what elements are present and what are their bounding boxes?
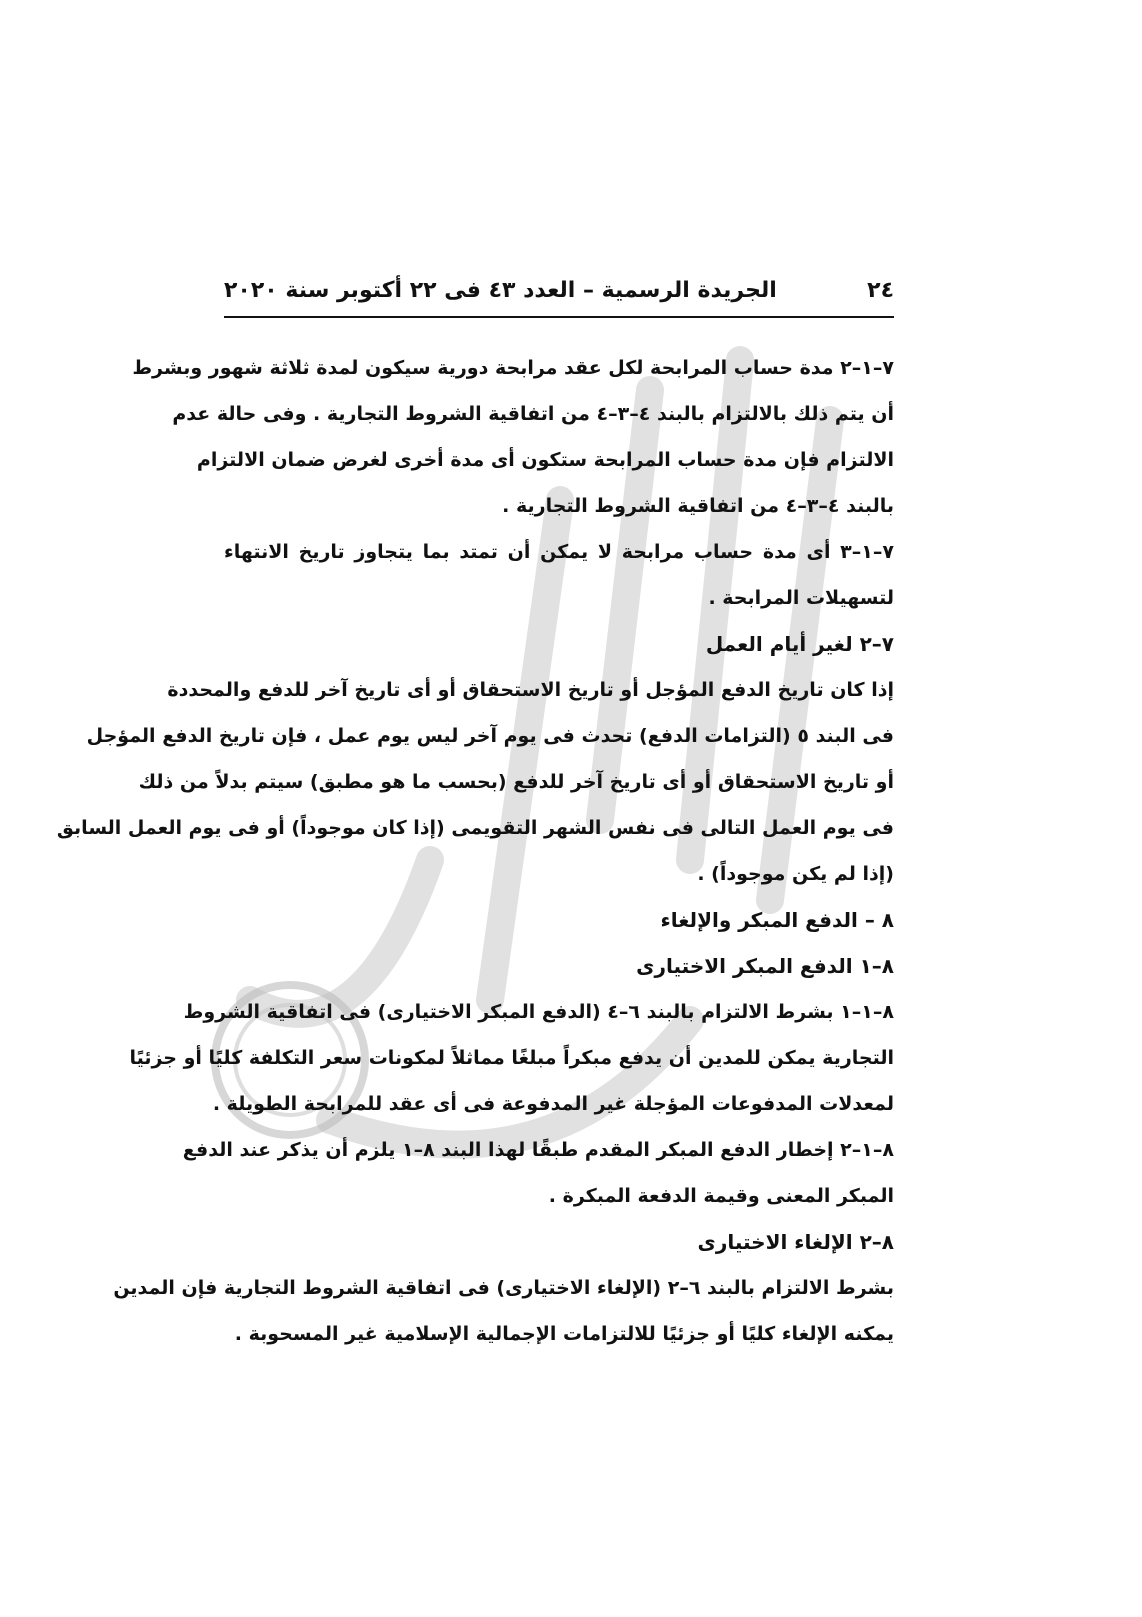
text-line: ٨–١–١ بشرط الالتزام بالبند ٦–٤ (الدفع المبكر الاختيارى) فى اتفاقية الشروط bbox=[183, 1001, 894, 1023]
gazette-title: الجريدة الرسمية – العدد ٤٣ فى ٢٢ أكتوبر سنة ٢٠٢٠ bbox=[224, 277, 777, 303]
text-line: لمعدلات المدفوعات المؤجلة غير المدفوعة فى أى عقد للمرابحة الطويلة . bbox=[212, 1093, 894, 1115]
section-heading: ٨ – الدفع المبكر والإلغاء bbox=[660, 908, 894, 932]
text-line: (إذا لم يكن موجوداً) . bbox=[697, 863, 894, 885]
header-divider bbox=[224, 316, 894, 318]
text-line: ٨–١–٢ إخطار الدفع المبكر المقدم طبقًا لهذا البند ٨–١ يلزم أن يذكر عند الدفع bbox=[182, 1139, 894, 1161]
text-line: إذا كان تاريخ الدفع المؤجل أو تاريخ الاستحقاق أو أى تاريخ آخر للدفع والمحددة bbox=[167, 679, 894, 701]
text-line: فى البند ٥ (التزامات الدفع) تحدث فى يوم آخر ليس يوم عمل ، فإن تاريخ الدفع المؤجل bbox=[86, 725, 894, 747]
section-heading: ٨–١ الدفع المبكر الاختيارى bbox=[636, 954, 894, 978]
text-line: يمكنه الإلغاء كليًا أو جزئيًا للالتزامات الإجمالية الإسلامية غير المسحوبة . bbox=[234, 1323, 894, 1345]
text-line: ٧–١–٢ مدة حساب المرابحة لكل عقد مرابحة دورية سيكون لمدة ثلاثة شهور وبشرط bbox=[132, 357, 894, 379]
text-line: المبكر المعنى وقيمة الدفعة المبكرة . bbox=[548, 1185, 894, 1207]
text-line: بشرط الالتزام بالبند ٦–٢ (الإلغاء الاختيارى) فى اتفاقية الشروط التجارية فإن المدين bbox=[113, 1277, 894, 1299]
text-line: الالتزام فإن مدة حساب المرابحة ستكون أى مدة أخرى لغرض ضمان الالتزام bbox=[196, 449, 894, 471]
article-body bbox=[56, 345, 894, 1357]
text-line: التجارية يمكن للمدين أن يدفع مبكراً مبلغًا مماثلاً لمكونات سعر التكلفة كليًا أو جزئيًا bbox=[129, 1047, 894, 1069]
text-line: أن يتم ذلك بالالتزام بالبند ٤–٣–٤ من اتفاقية الشروط التجارية . وفى حالة عدم bbox=[172, 403, 894, 425]
page-number: ٢٤ bbox=[867, 277, 894, 303]
text-line: أو تاريخ الاستحقاق أو أى تاريخ آخر للدفع (بحسب ما هو مطبق) سيتم بدلاً من ذلك bbox=[138, 771, 894, 793]
text-line: بالبند ٤–٣–٤ من اتفاقية الشروط التجارية . bbox=[502, 495, 894, 517]
page-header bbox=[224, 270, 894, 310]
section-heading: ٨–٢ الإلغاء الاختيارى bbox=[697, 1230, 894, 1254]
text-line: لتسهيلات المرابحة . bbox=[708, 587, 894, 609]
section-heading: ٧–٢ لغير أيام العمل bbox=[705, 632, 894, 656]
text-line: فى يوم العمل التالى فى نفس الشهر التقويمى (إذا كان موجوداً) أو فى يوم العمل السابق bbox=[56, 817, 894, 839]
text-line: ٧–١–٣ أى مدة حساب مرابحة لا يمكن أن تمتد بما يتجاوز تاريخ الانتهاء bbox=[224, 541, 894, 563]
